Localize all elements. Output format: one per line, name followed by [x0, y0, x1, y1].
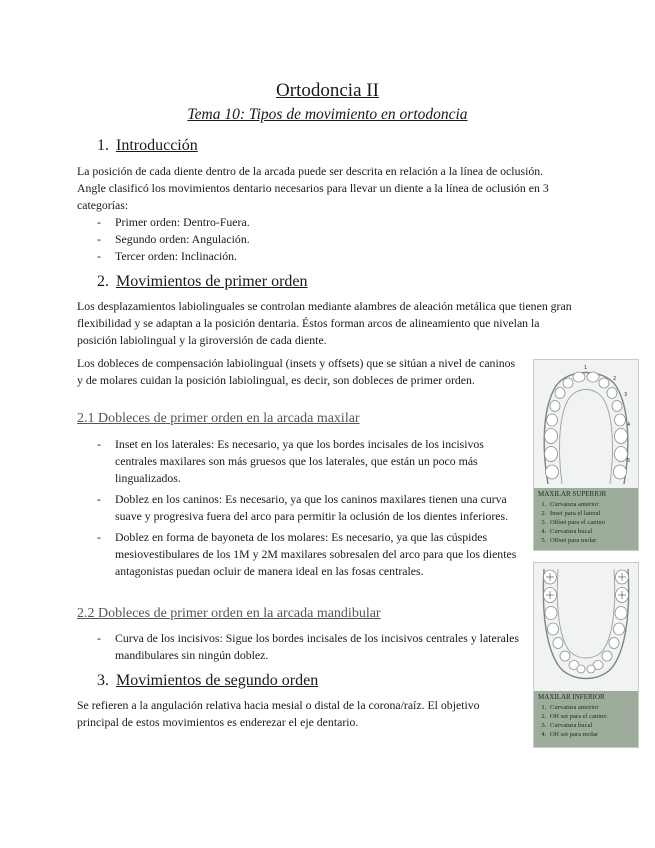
legend-item: 2. Inset para el lateral — [548, 509, 634, 518]
subsection-2-1-heading: 2.1 Dobleces de primer orden en la arcada maxilar — [77, 411, 360, 426]
mandibular-arch-figure — [533, 562, 639, 748]
mandibular-bends-list — [77, 630, 525, 664]
svg-text:5: 5 — [627, 458, 631, 464]
list-item: - Doblez en los caninos: Es necesario, ya que los caninos maxilares tienen una curva suave y progresiva fuera del arco para permitir la oclusión de los dientes inferiores. — [77, 491, 525, 525]
list-item: - Primer orden: Dentro-Fuera. — [77, 214, 557, 231]
legend-item: 1. Curvatura anterior — [548, 500, 634, 509]
subsection-2-2-heading: 2.2 Dobleces de primer orden en la arcada mandibular — [77, 606, 381, 621]
list-item: - Curva de los incisivos: Sigue los bordes incisales de los incisivos centrales y laterales mandibulares sin ningún doblez. — [77, 630, 525, 664]
maxillary-arch-figure — [533, 359, 639, 551]
maxillary-bends-list — [77, 436, 525, 580]
section-3-paragraph: Se refieren a la angulación relativa hacia mesial o distal de la corona/raíz. El objetivo principal de estos movimientos es enderezar el eje dentario. — [77, 698, 480, 729]
section-title: Movimientos de primer orden — [116, 273, 308, 290]
svg-text:4: 4 — [627, 422, 631, 428]
legend-item: 5. Offset para molar — [548, 536, 634, 545]
legend-item: 1. Curvatura anterior — [548, 703, 634, 712]
list-item: - Doblez en forma de bayoneta de los molares: Es necesario, ya que las cúspides mesiovestibulares de los 1M y 2M maxilares sobresalen del arco para que los dientes antagonistas puedan ocluir de manera ideal en las fosas centrales. — [77, 529, 525, 580]
svg-text:3: 3 — [624, 392, 628, 398]
section-2-heading — [97, 273, 308, 291]
lower-arch-illustration — [534, 563, 638, 691]
list-item: - Inset en los laterales: Es necesario, ya que los bordes incisales de los incisivos centrales maxilares son más gruesos que los laterales, que están un poco más lingualizados. — [77, 436, 525, 487]
legend-item: 4. Curvatura bucal — [548, 527, 634, 536]
upper-arch-illustration — [534, 360, 638, 488]
order-categories-list — [77, 214, 557, 265]
legend-title: MAXILAR INFERIOR — [538, 693, 605, 701]
section-title: Movimientos de segundo orden — [116, 672, 319, 689]
legend-list — [538, 500, 634, 545]
legend-item: 4. Off set para molar — [548, 730, 634, 739]
legend-title: MAXILAR SUPERIOR — [538, 490, 607, 498]
section-number: 2. — [97, 273, 109, 290]
section-2-paragraph-2: Los dobleces de compensación labiolingual (insets y offsets) que se sitúan a nivel de caninos y de molares cuidan la posición labiolingual, es decir, son dobleces de primer orden. — [77, 356, 516, 387]
section-3-heading — [97, 672, 318, 690]
page-title: Ortodoncia II — [276, 80, 379, 101]
section-2-paragraph-1: Los desplazamientos labiolinguales se controlan mediante alambres de aleación metálica que tienen gran flexibilidad y se adaptan a la posición dentaria. Éstos forman arcos de alineamiento que nivelan la posición labiolingual y la giroversión de cada diente. — [77, 299, 572, 347]
section-1-heading — [97, 137, 198, 155]
legend-list — [538, 703, 634, 739]
svg-text:2: 2 — [613, 376, 617, 382]
section-title: Introducción — [116, 137, 198, 154]
legend-item: 2. Off set para el canino — [548, 712, 634, 721]
section-number: 1. — [97, 137, 109, 154]
legend-item: 3. Offset para el canino — [548, 518, 634, 527]
list-item: - Segundo orden: Angulación. — [77, 231, 557, 248]
section-1-paragraph: La posición de cada diente dentro de la arcada puede ser descrita en relación a la línea de oclusión. Angle clasificó los movimientos dentario necesarios para llevar un diente a la línea de oclusión en 3 categorías: — [77, 164, 549, 212]
page-subtitle: Tema 10: Tipos de movimiento en ortodoncia — [187, 106, 468, 123]
list-item: - Tercer orden: Inclinación. — [77, 248, 557, 265]
mandibular-legend — [534, 691, 638, 747]
section-number: 3. — [97, 672, 109, 689]
maxillary-legend — [534, 488, 638, 550]
svg-text:1: 1 — [584, 365, 588, 371]
legend-item: 3. Curvatura bucal — [548, 721, 634, 730]
